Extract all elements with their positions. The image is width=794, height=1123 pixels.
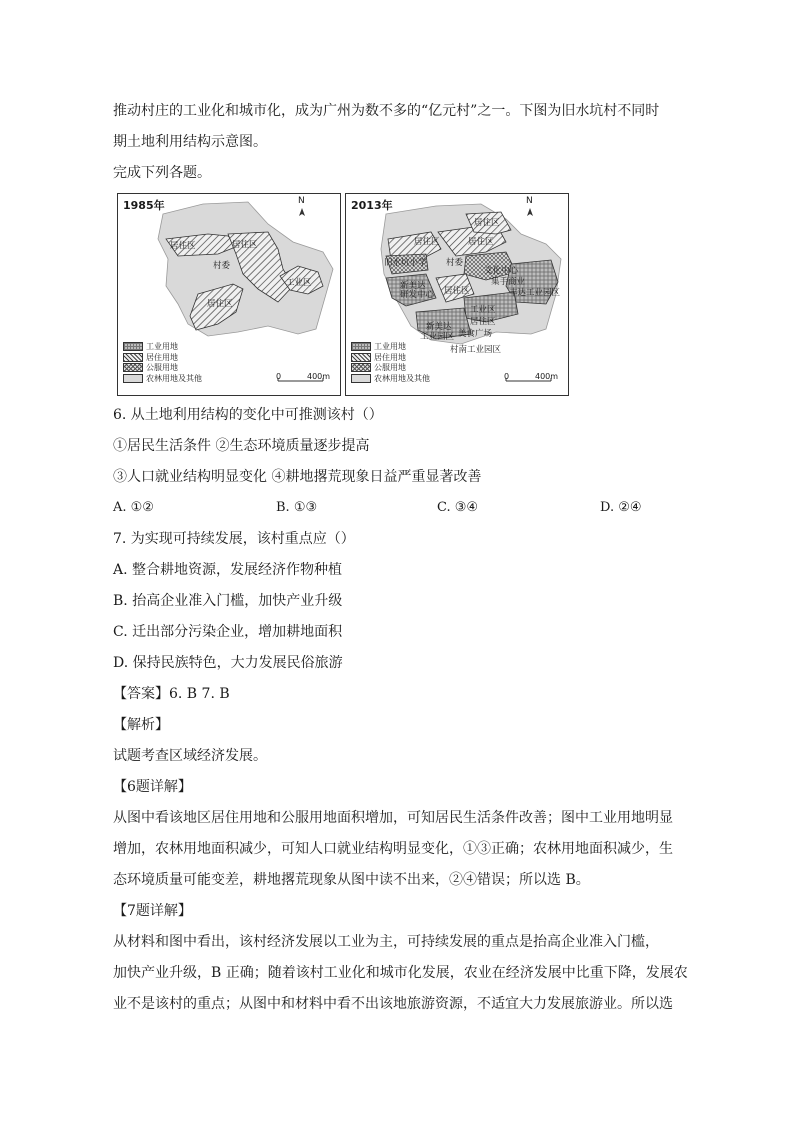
label-fengda: 丰达工业园区: [509, 288, 561, 298]
q7-choice-d: D. 保持民族特色，大力发展民俗旅游: [113, 655, 343, 671]
label-xinmeida-a: 新美达: [400, 281, 426, 291]
map-1985: [117, 193, 341, 396]
label-res-2: 居住区: [468, 237, 494, 247]
detail-7-line-1: 从材料和图中看出，该村经济发展以工业为主，可持续发展的重点是抬高企业准入门槛，: [113, 934, 659, 950]
q6-choice-b: B. ①③: [276, 500, 318, 515]
detail-6-line-1: 从图中看该地区居住用地和公服用地面积增加，可知居民生活条件改善；图中工业用地明显: [113, 810, 673, 826]
q7-choice-c: C. 迁出部分污染企业，增加耕地面积: [113, 624, 343, 640]
label-village: 村委: [446, 258, 464, 268]
land-use-figure: [117, 193, 569, 396]
intro-line-3: 完成下列各题。: [113, 165, 211, 181]
q6-statements-2: ③人口就业结构明显变化 ④耕地撂荒现象日益严重显著改善: [113, 469, 482, 485]
map-2013-year: 2013年: [351, 199, 393, 212]
detail-6-line-2: 增加，农林用地面积减少，可知人口就业结构明显变化，①③正确；农林用地面积减少，生: [113, 841, 673, 857]
label-res-3: 居住区: [207, 299, 233, 309]
legend-item-industry: 工业用地: [123, 342, 202, 353]
legend-item-public: 公服用地: [351, 363, 430, 374]
map-2013: [345, 193, 569, 396]
legend-item-residential: 居住用地: [123, 353, 202, 364]
map-1985-year: 1985年: [123, 199, 165, 212]
intro-line-2: 期土地利用结构示意图。: [113, 134, 267, 150]
detail-6-line-3: 态环境质量可能变差，耕地撂荒现象从图中读不出来，②④错误；所以选 B。: [113, 872, 590, 888]
q6-stem: 6. 从土地利用结构的变化中可推测该村（）: [113, 407, 383, 423]
label-xinmeida-b: 研发中心: [400, 290, 435, 300]
north-arrow-icon: N: [298, 196, 305, 206]
legend-item-farm: 农林用地及其他: [123, 374, 202, 385]
label-village: 村委: [213, 261, 231, 271]
q6-statements-1: ①居民生活条件 ②生态环境质量逐步提高: [113, 438, 370, 454]
label-market: 集手商业: [491, 277, 526, 287]
legend-1985: [123, 342, 202, 384]
label-res-4: 居住区: [470, 317, 496, 327]
label-culture: 文化中心: [484, 266, 519, 276]
detail-7-heading: 【7题详解】: [113, 903, 192, 919]
q6-choice-d: D. ②④: [600, 500, 642, 515]
scale-zero: 0: [504, 372, 510, 381]
intro-line-1: 推动村庄的工业化和城市化，成为广州为数不多的“亿元村”之一。下图为旧水坑村不同时: [113, 103, 660, 119]
scale-zero: 0: [276, 372, 282, 381]
q7-choice-a: A. 整合耕地资源，发展经济作物种植: [113, 562, 343, 578]
detail-7-line-3: 业不是该村的重点；从图中和材料中看不出该地旅游资源，不适宜大力发展旅游业。所以选: [113, 996, 673, 1012]
q7-stem: 7. 为实现可持续发展，该村重点应（）: [113, 531, 355, 547]
label-res-top: 居住区: [474, 218, 500, 228]
legend-item-public: 公服用地: [123, 363, 202, 374]
label-plaza: 美食广场: [458, 329, 493, 339]
label-industry: 工业区: [286, 278, 312, 288]
label-xinmeida2-a: 新美达: [426, 322, 452, 332]
detail-7-line-2: 加快产业升级，B 正确；随着该村工业化和城市化发展，农业在经济发展中比重下降，发展农: [113, 965, 688, 981]
label-res-2: 居住区: [232, 240, 258, 250]
legend-item-industry: 工业用地: [351, 342, 430, 353]
legend-item-residential: 居住用地: [351, 353, 430, 364]
label-cunnan: 村南工业园区: [450, 345, 502, 355]
scale-dist: 400m: [307, 372, 331, 381]
scale-dist: 400m: [535, 372, 559, 381]
analysis-text: 试题考查区域经济发展。: [113, 748, 267, 764]
legend-item-farm: 农林用地及其他: [351, 374, 430, 385]
q6-choice-a: A. ①②: [113, 500, 154, 515]
q7-choice-b: B. 抬高企业准入门槛，加快产业升级: [113, 593, 343, 609]
label-xinmeida2-b: 工业园区: [420, 332, 455, 342]
north-arrow-icon: N: [526, 196, 533, 206]
label-res-1: 居住区: [170, 241, 196, 251]
analysis-heading: 【解析】: [113, 717, 169, 733]
answer-label: 【答案】6. B 7. B: [113, 686, 230, 702]
label-res-1: 居住区: [414, 237, 440, 247]
label-res-3: 居住区: [444, 286, 470, 296]
legend-2013: [351, 342, 430, 384]
label-industry: 工业区: [470, 305, 496, 315]
q6-choice-c: C. ③④: [437, 500, 479, 515]
detail-6-heading: 【6题详解】: [113, 779, 192, 795]
label-school: 旧水坑小学: [384, 258, 427, 268]
